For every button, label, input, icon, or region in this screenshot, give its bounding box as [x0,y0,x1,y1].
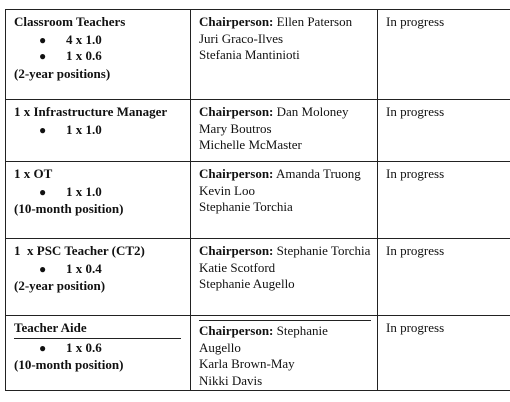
chairperson-label: Chairperson: [199,14,274,29]
table-row [6,10,510,100]
chairperson-name: Stephanie Augello [199,323,328,355]
table-row [6,162,510,239]
role-title: 1 x OT [14,166,53,181]
role-cell [6,162,191,239]
panel-member: Katie Scotford [199,259,276,275]
role-cell [6,316,191,391]
bullet-icon: ● [39,340,47,355]
status-cell [378,10,510,100]
list-item: ● 1 x 0.6 [39,339,102,355]
panel-cell [191,239,378,316]
position-list [14,261,184,278]
panel-member: Karla Brown-May [199,356,295,371]
role-title: 1 x PSC Teacher (CT2) [14,243,145,258]
list-item: ● 1 x 0.6 [39,48,102,63]
role-title: Teacher Aide [14,320,181,339]
list-item: ● 1 x 1.0 [39,121,102,137]
list-item: ● 1 x 1.0 [39,183,102,199]
bullet-icon: ● [39,261,47,276]
table-row [6,100,510,162]
list-item: ● 4 x 1.0 [39,31,102,47]
status-cell [378,100,510,162]
status-text: In progress [386,166,445,181]
panel-cell [191,316,378,391]
panel-member: Juri Graco-Ilves [199,30,284,46]
panel-member: Stefania Mantinioti [199,47,300,62]
role-title: 1 x Infrastructure Manager [14,104,168,119]
status-cell [378,316,510,391]
bullet-icon: ● [39,184,47,199]
panel-cell [191,162,378,239]
recruitment-table [5,9,510,391]
status-text: In progress [386,104,445,119]
panel-member: Mary Boutros [199,120,272,136]
chairperson-label: Chairperson: [199,166,274,181]
table-row [6,239,510,316]
panel-cell [191,10,378,100]
status-text: In progress [386,14,445,29]
chairperson-name: Ellen Paterson [276,14,353,29]
role-cell [6,10,191,100]
position-list [14,184,184,201]
chairperson-label: Chairperson: [199,243,274,258]
position-note: (2-year positions) [14,65,111,81]
position-list [14,122,184,139]
panel-member: Stephanie Augello [199,276,295,291]
role-cell [6,100,191,162]
bullet-icon: ● [39,122,47,137]
chairperson-name: Dan Moloney [276,104,349,119]
chairperson-name: Stephanie Torchia [276,243,371,258]
bullet-icon: ● [39,49,47,63]
position-note: (10-month position) [14,201,124,216]
table-row [6,316,510,391]
chairperson-label: Chairperson: [199,323,274,338]
chairperson-name: Amanda Truong [275,166,361,181]
position-list [14,32,184,65]
position-list [14,340,184,357]
panel-member: Stephanie Torchia [199,199,293,214]
position-note: (2-year position) [14,278,106,293]
panel-member: Nikki Davis [199,372,263,388]
panel-member: Michelle McMaster [199,137,302,152]
chairperson-label: Chairperson: [199,104,274,119]
bullet-icon: ● [39,32,47,47]
status-text: In progress [386,320,445,335]
status-cell [378,162,510,239]
list-item: ● 1 x 0.4 [39,260,102,276]
status-text: In progress [386,243,445,258]
position-note: (10-month position) [14,357,124,372]
panel-divider [199,320,371,389]
panel-cell [191,100,378,162]
status-cell [378,239,510,316]
role-title: Classroom Teachers [14,14,126,29]
panel-member: Kevin Loo [199,182,255,198]
role-cell [6,239,191,316]
